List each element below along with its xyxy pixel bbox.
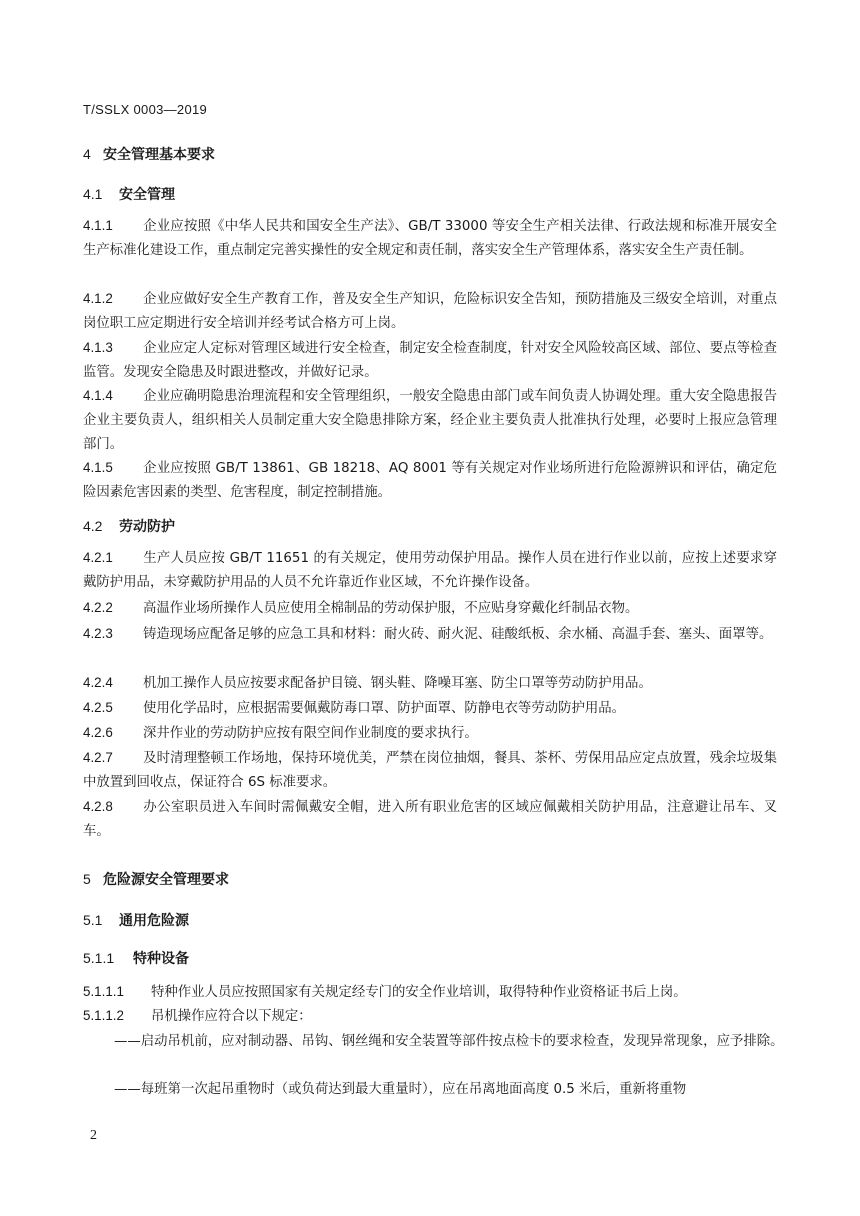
standard-code: T/SSLX 0003—2019 [83,102,208,117]
clause-number: 4.2.1 [83,550,113,565]
clause-number: 4.2.7 [83,750,113,765]
clause-5-1-1-2 [83,1004,777,1029]
clause-number: 4.1.1 [83,218,113,233]
clause-4-2-4 [83,671,777,696]
section-title: 特种设备 [133,951,189,967]
clause-number: 4.1.3 [83,340,113,355]
clause-text: 生产人员应按 GB/T 11651 的有关规定，使用劳动保护用品。操作人员在进行作业以前，应按上述要求穿戴防护用品，未穿戴防护用品的人员不允许靠近作业区域，不允许操作设备。 [83,551,777,590]
section-5-1-heading [83,910,189,930]
section-number: 5.1.1 [83,950,115,966]
clause-text: 高温作业场所操作人员应使用全棉制品的劳动保护服，不应贴身穿戴化纤制品衣物。 [143,601,639,616]
section-4-1-heading [83,184,175,204]
section-number: 4.1 [83,186,103,202]
clause-number: 4.2.3 [83,626,113,641]
clause-text: 深井作业的劳动防护应按有限空间作业制度的要求执行。 [143,726,478,741]
section-title: 危险源安全管理要求 [103,872,229,888]
clause-text: 特种作业人员应按照国家有关规定经专门的安全作业培训，取得特种作业资格证书后上岗。 [151,985,687,1000]
clause-text: 铸造现场应配备足够的应急工具和材料：耐火砖、耐火泥、硅酸纸板、余水桶、高温手套、塞头、面罩等。 [143,627,773,642]
clause-number: 4.2.2 [83,600,113,615]
clause-number: 5.1.1.1 [83,984,124,999]
clause-text: 及时清理整顿工作场地，保持环境优美，严禁在岗位抽烟，餐具、茶杯、劳保用品应定点放置，残余垃圾集中放置到回收点，保证符合 6S 标准要求。 [83,751,777,790]
section-number: 5.1 [83,912,103,928]
clause-text: 企业应做好安全生产教育工作，普及安全生产知识，危险标识安全告知，预防措施及三级安全培训，对重点岗位职工应定期进行安全培训并经考试合格方可上岗。 [83,292,777,331]
section-number: 5 [83,871,91,887]
section-number: 4 [83,146,91,162]
dash-item-2: ——每班第一次起吊重物时（或负荷达到最大重量时），应在吊离地面高度 0.5 米后，重新将重物 [114,1082,687,1097]
page-number: 2 [90,1128,97,1143]
clause-4-1-2 [83,287,777,336]
clause-number: 4.1.2 [83,291,113,306]
clause-number: 4.1.5 [83,460,113,475]
clause-number: 5.1.1.2 [83,1008,124,1023]
clause-number: 4.1.4 [83,388,113,403]
clause-number: 4.2.4 [83,675,113,690]
clause-4-2-6 [83,721,777,746]
clause-text: 企业应定人定标对管理区域进行安全检查，制定安全检查制度，针对安全风险较高区域、部位、要点等检查监管。发现安全隐患及时跟进整改，并做好记录。 [83,341,777,380]
clause-text: 吊机操作应符合以下规定： [151,1009,312,1024]
clause-4-2-7 [83,746,777,795]
clause-4-2-1 [83,546,777,595]
clause-4-2-8 [83,795,777,844]
section-5-1-1-heading [83,948,189,968]
clause-number: 4.2.5 [83,700,113,715]
clause-4-2-5 [83,696,777,721]
section-number: 4.2 [83,518,103,534]
dash-item-1: ——启动吊机前，应对制动器、吊钩、钢丝绳和安全装置等部件按点检卡的要求检查，发现异常现象，应予排除。 [114,1034,784,1049]
clause-number: 4.2.8 [83,799,113,814]
clause-text: 机加工操作人员应按要求配备护目镜、钢头鞋、降噪耳塞、防尘口罩等劳动防护用品。 [143,676,652,691]
clause-number: 4.2.6 [83,725,113,740]
clause-4-2-3 [83,622,777,647]
clause-text: 企业应按照 GB/T 13861、GB 18218、AQ 8001 等有关规定对作业场所进行危险源辨识和评估，确定危险因素危害因素的类型、危害程度，制定控制措施。 [83,461,777,500]
section-4-heading [83,144,215,164]
clause-text: 使用化学品时，应根据需要佩戴防毒口罩、防护面罩、防静电衣等劳动防护用品。 [143,701,626,716]
section-4-2-heading [83,516,175,536]
clause-4-1-3 [83,336,777,385]
section-title: 劳动防护 [119,519,175,535]
section-5-heading [83,869,229,889]
clause-text: 办公室职员进入车间时需佩戴安全帽，进入所有职业危害的区域应佩戴相关防护用品，注意避让吊车、叉车。 [83,800,777,839]
clause-text: 企业应按照《中华人民共和国安全生产法》、GB/T 33000 等安全生产相关法律、行政法规和标准开展安全生产标准化建设工作，重点制定完善实操性的安全规定和责任制，落实安全生产管理体系，落实安全生产责任制。 [83,219,777,258]
clause-4-1-1 [83,214,777,263]
clause-4-1-4 [83,384,777,456]
clause-text: 企业应确明隐患治理流程和安全管理组织，一般安全隐患由部门或车间负责人协调处理。重大安全隐患报告企业主要负责人，组织相关人员制定重大安全隐患排除方案，经企业主要负责人批准执行处理，必要时上报应急管理部门。 [83,389,777,452]
section-title: 通用危险源 [119,913,189,929]
section-title: 安全管理 [119,187,175,203]
clause-4-2-2 [83,596,777,621]
clause-5-1-1-1 [83,980,777,1005]
section-title: 安全管理基本要求 [103,147,215,163]
clause-4-1-5 [83,456,777,505]
